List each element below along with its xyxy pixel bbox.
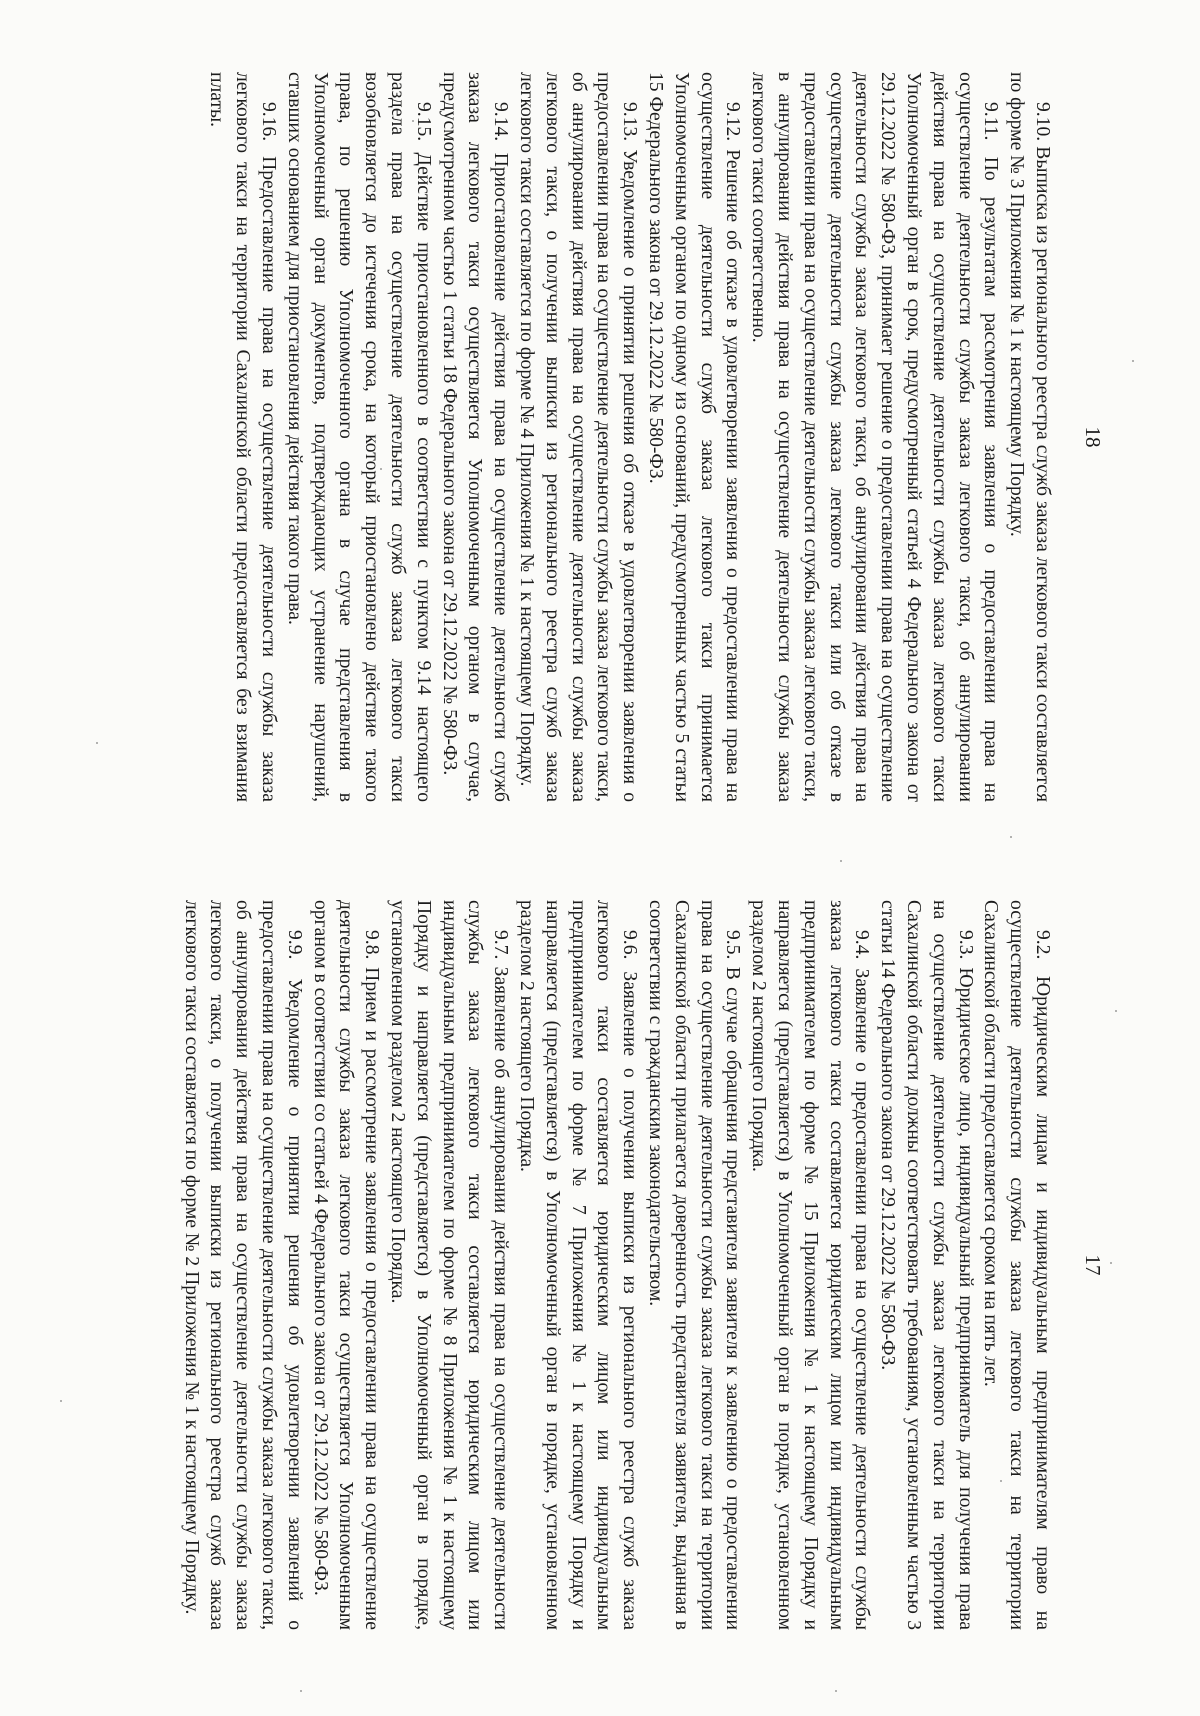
paragraph: 9.14. Приостановление действия права на осуществление деятельности служб заказа легкового такси осуществляется Уполномоченным органом в случае, предусмотренном частью 1 статьи 18 Федерального закона от 29.12.2022 № 580-ФЗ. [438, 72, 512, 802]
paragraph: 9.10. Выписка из регионального реестра служб заказа легкового такси составляется по форме № 3 Приложения № 1 к настоящему Порядку. [1006, 72, 1053, 802]
paragraph: 9.13. Уведомление о принятии решения об отказе в удовлетворении заявления о предоставлении права на осуществление деятельности службы заказа легкового такси, об аннулировании действия права на осуществление деятельности службы заказа легкового такси, о получении выписки из регионального реестра служб заказа легкового такси составляется по форме № 4 Приложения № 1 к настоящему Порядку. [516, 72, 641, 802]
scan-speck [300, 1690, 302, 1692]
scan-speck [1115, 1010, 1117, 1012]
page-17-block [75, 900, 1105, 1630]
page-number: 18 [1081, 426, 1105, 448]
paragraph: 9.9. Уведомление о принятии решения об удовлетворении заявлений о предоставлении права на осуществление деятельности службы заказа легкового такси, об аннулировании действия права на осуществление деятельности службы заказа легкового такси, о получении выписки из регионального реестра служб заказа легкового такси составляется по форме № 2 Приложения № 1 к настоящему Порядку. [180, 900, 305, 1630]
page-text [178, 900, 1055, 1630]
paragraph: 9.2. Юридическим лицам и индивидуальным предпринимателям право на осуществление деятельности службы заказа легкового такси на территории Сахалинской области предоставляется сроком на пять лет. [980, 900, 1053, 1630]
page-18-block [75, 72, 1105, 802]
scan-speck [1110, 1262, 1112, 1264]
paragraph: 9.5. В случае обращения представителя заявителя к заявлению о предоставлении права на осуществление деятельности службы заказа легкового такси на территории Сахалинской области прилагается доверенность представителя заявителя, выданная в соответствии с гражданским законодательством. [645, 900, 744, 1630]
paragraph: 9.8. Прием и рассмотрение заявления о предоставлении права на осуществление деятельности службы заказа легкового такси осуществляется Уполномоченным органом в соответствии со статьей 4 Федерального закона от 29.12.2022 № 580-ФЗ. [309, 900, 383, 1630]
paragraph: 9.4. Заявление о предоставлении права на осуществление деятельности службы заказа легкового такси составляется юридическим лицом или индивидуальным предпринимателем по форме № 15 Приложения № 1 к настоящему Порядку и направляется (представляется) в Уполномоченный орган в порядке, установленном разделом 2 настоящего Порядка. [748, 900, 873, 1630]
page-text [204, 72, 1055, 802]
paragraph: 9.12. Решение об отказе в удовлетворении заявления о предоставлении права на осуществление деятельности служб заказа легкового такси принимается Уполномоченным органом по одному из оснований, предусмотренных частью 5 статьи 15 Федерального закона от 29.12.2022 № 580-ФЗ. [645, 72, 744, 802]
scan-speck [840, 860, 842, 862]
paragraph: 9.16. Предоставление права на осуществление деятельности службы заказа легкового такси на территории Сахалинской области предоставляется без взимания платы. [206, 72, 280, 802]
scan-speck [1010, 836, 1012, 838]
paragraph: 9.7. Заявление об аннулировании действия права на осуществление деятельности службы заказа легкового такси составляется юридическим лицом или индивидуальным предпринимателем по форме № 8 Приложения № 1 к настоящему Порядку и направляется (представляется) в Уполномоченный орган в порядке, установленном разделом 2 настоящего Порядка. [387, 900, 512, 1630]
paragraph: 9.3. Юридическое лицо, индивидуальный предприниматель для получения права на осуществление деятельности службы заказа легкового такси на территории Сахалинской области должны соответствовать требованиям, установленным частью 3 статьи 14 Федерального закона от 29.12.2022 № 580-ФЗ. [877, 900, 976, 1630]
paragraph: 9.11. По результатам рассмотрения заявления о предоставлении права на осуществление деятельности службы заказа легкового такси, об аннулировании действия права на осуществление деятельности службы заказа легкового такси Уполномоченный орган в срок, предусмотренный статьей 4 Федерального закона от 29.12.2022 № 580-ФЗ, принимает решение о предоставлении права на осуществление деятельности службы заказа легкового такси, об аннулировании действия права на осуществление деятельности службы заказа легкового такси или об отказе в предоставлении права на осуществление деятельности службы заказа легкового такси, в аннулировании действия права на осуществление деятельности службы заказа легкового такси соответственно. [748, 72, 1002, 802]
paragraph: 9.6. Заявление о получении выписки из регионального реестра служб заказа легкового такси составляется юридическим лицом или индивидуальным предпринимателем по форме № 7 Приложения № 1 к настоящему Порядку и направляется (представляется) в Уполномоченный орган в порядке, установленном разделом 2 настоящего Порядка. [516, 900, 641, 1630]
page-number: 17 [1081, 1254, 1105, 1276]
scan-speck [835, 1690, 837, 1692]
paragraph: 9.15. Действие приостановленного в соответствии с пунктом 9.14 настоящего раздела права на осуществление деятельности служб заказа легкового такси возобновляется до истечения срока, на который приостановлено действие такого права, по решению Уполномоченного органа в случае представления в Уполномоченный орган документов, подтверждающих устранение нарушений, ставших основанием для приостановления действия такого права. [283, 72, 434, 802]
scan-speck [60, 1400, 62, 1402]
scan-speck [1132, 360, 1134, 362]
